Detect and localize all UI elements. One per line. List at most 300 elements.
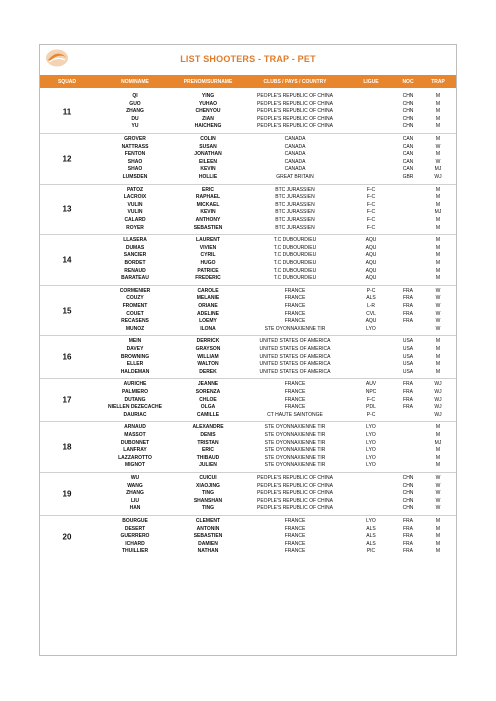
cell-noc: CHN — [402, 123, 414, 130]
cell-trap: M — [435, 108, 441, 115]
cell-prenom: THIBAUD — [196, 454, 220, 461]
cell-ligue: AQU — [365, 237, 377, 244]
cell-nom: AURICHE — [123, 381, 147, 388]
cell-ligue: LYO — [366, 447, 376, 454]
cell-club: BTC JURASSIEN — [275, 186, 315, 193]
cell-nom: THUILLIER — [121, 548, 149, 555]
cell-prenom: JULIEN — [199, 462, 217, 469]
cell-noc: USA — [402, 345, 414, 352]
cell-nom: RECASENS — [121, 318, 149, 325]
cell-club: PEOPLE'S REPUBLIC OF CHINA — [257, 108, 333, 115]
cell-noc: FRA — [403, 381, 413, 388]
cell-trap: MJ — [434, 209, 442, 216]
cell-club: FRANCE — [284, 548, 306, 555]
squad-group — [40, 515, 456, 558]
cell-trap: W — [435, 302, 441, 309]
cell-noc: FRA — [403, 525, 413, 532]
cell-trap: M — [435, 353, 441, 360]
cell-trap: W — [435, 474, 441, 481]
cell-club: STE OYONNAXIENNE TIR — [264, 439, 326, 446]
cell-ligue: ALS — [366, 525, 376, 532]
cell-nom: SHAO — [127, 166, 143, 173]
cell-nom: CALARD — [124, 216, 146, 223]
cell-prenom: CHLOE — [199, 396, 217, 403]
cell-prenom: SEBASTIEN — [193, 224, 223, 231]
cell-trap: M — [435, 252, 441, 259]
cell-prenom: LAURENT — [196, 237, 220, 244]
cell-nom: ZHANG — [126, 490, 144, 497]
table-row — [40, 108, 456, 116]
table-row — [40, 483, 456, 491]
cell-club: T.C DUBOURDIEU — [273, 237, 317, 244]
cell-prenom: LOEMY — [199, 318, 217, 325]
cell-trap: M — [435, 345, 441, 352]
cell-nom: DUBONNET — [120, 439, 150, 446]
cell-club: STE OYONNAXIENNE TIR — [264, 447, 326, 454]
cell-nom: MEIN — [128, 338, 142, 345]
cell-club: PEOPLE'S REPUBLIC OF CHINA — [257, 482, 333, 489]
cell-ligue: F-C — [366, 396, 376, 403]
cell-ligue: F-C — [366, 224, 376, 231]
cell-trap: M — [435, 194, 441, 201]
cell-ligue: ALS — [366, 533, 376, 540]
cell-prenom: GRAYSON — [195, 345, 221, 352]
cell-prenom: ADELINE — [197, 310, 219, 317]
table-row — [40, 498, 456, 506]
cell-club: UNITED STATES OF AMERICA — [259, 361, 331, 368]
cell-trap: WJ — [434, 396, 442, 403]
cell-trap: M — [435, 275, 441, 282]
table-row — [40, 505, 456, 513]
cell-noc: FRA — [403, 548, 413, 555]
cell-nom: DAURIAC — [123, 411, 147, 418]
cell-prenom: XIAOJING — [196, 482, 220, 489]
cell-prenom: ORIANE — [198, 302, 218, 309]
table-row — [40, 268, 456, 276]
table-row — [40, 447, 456, 455]
cell-trap: M — [435, 136, 441, 142]
cell-club: UNITED STATES OF AMERICA — [259, 353, 331, 360]
cell-nom: WANG — [127, 482, 143, 489]
cell-nom: WU — [130, 474, 140, 481]
cell-prenom: DERRICK — [196, 338, 220, 345]
table-row — [40, 252, 456, 260]
cell-prenom: CAMILLE — [196, 411, 220, 418]
column-header-trap: TRAP — [431, 79, 445, 85]
cell-nom: COUZY — [126, 295, 144, 302]
cell-ligue: AQU — [365, 252, 377, 259]
cell-noc: FRA — [403, 310, 413, 317]
cell-trap: M — [435, 454, 441, 461]
cell-nom: YU — [131, 123, 139, 130]
table-row — [40, 412, 456, 420]
cell-nom: FROMENT — [122, 302, 148, 309]
cell-nom: SANCIER — [123, 252, 147, 259]
cell-noc: FRA — [403, 388, 413, 395]
cell-club: FRANCE — [284, 381, 306, 388]
cell-ligue: LYO — [366, 439, 376, 446]
cell-club: FRANCE — [284, 388, 306, 395]
cell-ligue: F-C — [366, 216, 376, 223]
cell-club: PEOPLE'S REPUBLIC OF CHINA — [257, 93, 333, 99]
cell-club: FRANCE — [284, 540, 306, 547]
cell-ligue: F-C — [366, 201, 376, 208]
cell-club: CT HAUTE SAINTONGE — [267, 411, 323, 418]
cell-club: T.C DUBOURDIEU — [273, 252, 317, 259]
cell-ligue: LYO — [366, 462, 376, 469]
cell-trap: M — [435, 224, 441, 231]
cell-trap: M — [435, 267, 441, 274]
table-row — [40, 326, 456, 334]
column-header-noc: NOC — [402, 79, 414, 85]
cell-club: CANADA — [284, 158, 306, 165]
cell-club: BTC JURASSIEN — [275, 201, 315, 208]
cell-nom: LUMSDEN — [122, 173, 148, 180]
cell-nom: FENTON — [124, 151, 146, 158]
table-row — [40, 475, 456, 483]
cell-nom: ARNAUD — [124, 424, 146, 431]
cell-club: FRANCE — [284, 295, 306, 302]
cell-prenom: HOLLIE — [198, 173, 218, 180]
cell-prenom: CLEMENT — [195, 517, 221, 524]
table-row — [40, 404, 456, 412]
squad-group — [40, 421, 456, 472]
table-row — [40, 295, 456, 303]
cell-trap: M — [435, 201, 441, 208]
squad-number: 15 — [62, 306, 72, 316]
squad-group — [40, 378, 456, 421]
cell-noc: FRA — [403, 540, 413, 547]
cell-prenom: YUHAO — [198, 100, 218, 107]
cell-prenom: HAICHENG — [194, 123, 222, 130]
cell-trap: M — [435, 93, 441, 99]
cell-noc: USA — [402, 353, 414, 360]
cell-ligue: AQU — [365, 275, 377, 282]
cell-prenom: ZIAN — [202, 115, 214, 122]
cell-noc: CHN — [402, 100, 414, 107]
cell-trap: M — [435, 548, 441, 555]
cell-trap: W — [435, 325, 441, 332]
cell-prenom: CHENYOU — [195, 108, 221, 115]
cell-club: UNITED STATES OF AMERICA — [259, 368, 331, 375]
cell-noc: CHN — [402, 490, 414, 497]
cell-nom: CORMENIER — [119, 287, 151, 294]
cell-prenom: TING — [202, 490, 214, 497]
cell-noc: CAN — [402, 151, 414, 158]
table-row — [40, 397, 456, 405]
cell-club: PEOPLE'S REPUBLIC OF CHINA — [257, 505, 333, 512]
cell-nom: RENAUD — [124, 267, 146, 274]
table-header — [40, 75, 456, 88]
cell-nom: SHAO — [127, 158, 143, 165]
squad-group — [40, 335, 456, 378]
cell-ligue: L-R — [366, 302, 376, 309]
cell-prenom: EILEEN — [198, 158, 218, 165]
cell-prenom: KEVIN — [200, 166, 216, 173]
cell-trap: M — [435, 244, 441, 251]
table-row — [40, 389, 456, 397]
cell-noc: CHN — [402, 115, 414, 122]
cell-ligue: AQU — [365, 318, 377, 325]
squad-group — [40, 133, 456, 184]
table-row — [40, 533, 456, 541]
cell-ligue: LYO — [366, 424, 376, 431]
cell-trap: WJ — [434, 173, 442, 180]
cell-prenom: ANTONIN — [196, 525, 220, 532]
table-row — [40, 541, 456, 549]
cell-trap: W — [435, 505, 441, 512]
table-row — [40, 123, 456, 131]
table-row — [40, 237, 456, 245]
cell-ligue: AQU — [365, 259, 377, 266]
cell-prenom: DENIS — [200, 431, 216, 438]
cell-club: PEOPLE'S REPUBLIC OF CHINA — [257, 474, 333, 481]
cell-nom: GUO — [129, 100, 141, 107]
cell-nom: LLASERA — [123, 237, 147, 244]
cell-noc: FRA — [403, 517, 413, 524]
cell-trap: MJ — [434, 439, 442, 446]
cell-trap: W — [435, 295, 441, 302]
cell-trap: W — [435, 497, 441, 504]
table-row — [40, 187, 456, 195]
cell-noc: USA — [402, 361, 414, 368]
cell-club: CANADA — [284, 136, 306, 142]
cell-club: BTC JURASSIEN — [275, 194, 315, 201]
cell-nom: ZHANG — [126, 108, 144, 115]
cell-club: CANADA — [284, 143, 306, 150]
cell-trap: W — [435, 318, 441, 325]
cell-nom: ELLER — [126, 361, 144, 368]
cell-prenom: ERIC — [202, 186, 214, 193]
table-row — [40, 174, 456, 182]
table-row — [40, 346, 456, 354]
cell-nom: BORDET — [124, 259, 146, 266]
table-row — [40, 144, 456, 152]
cell-nom: PATOZ — [126, 186, 144, 193]
cell-trap: M — [435, 151, 441, 158]
cell-noc: CHN — [402, 482, 414, 489]
cell-club: PEOPLE'S REPUBLIC OF CHINA — [257, 123, 333, 130]
cell-prenom: KEVIN — [200, 209, 216, 216]
table-row — [40, 518, 456, 526]
squad-group — [40, 184, 456, 235]
cell-noc: FRA — [403, 287, 413, 294]
cell-trap: M — [435, 123, 441, 130]
squad-group — [40, 234, 456, 285]
cell-prenom: MELANIE — [196, 295, 220, 302]
cell-ligue: LYO — [366, 517, 376, 524]
table-row — [40, 245, 456, 253]
squad-number: 19 — [62, 489, 72, 499]
table-row — [40, 260, 456, 268]
cell-prenom: TRISTAN — [197, 439, 219, 446]
cell-noc: CAN — [402, 166, 414, 173]
cell-prenom: TING — [202, 505, 214, 512]
cell-prenom: DAMIEN — [198, 540, 218, 547]
squad-number: 17 — [62, 395, 72, 405]
table-row — [40, 93, 456, 101]
cell-prenom: WALTON — [197, 361, 219, 368]
cell-noc: FRA — [403, 295, 413, 302]
cell-club: PEOPLE'S REPUBLIC OF CHINA — [257, 490, 333, 497]
cell-nom: BARATEAU — [121, 275, 149, 282]
cell-club: CANADA — [284, 151, 306, 158]
table-row — [40, 361, 456, 369]
cell-noc: CHN — [402, 93, 414, 99]
cell-noc: CHN — [402, 474, 414, 481]
cell-trap: MJ — [434, 166, 442, 173]
cell-club: BTC JURASSIEN — [275, 209, 315, 216]
cell-club: UNITED STATES OF AMERICA — [259, 338, 331, 345]
cell-prenom: ILONA — [200, 325, 216, 332]
cell-trap: M — [435, 368, 441, 375]
cell-prenom: ANTHONY — [195, 216, 221, 223]
cell-ligue: PIC — [366, 548, 376, 555]
table-row — [40, 381, 456, 389]
cell-prenom: WILLIAM — [197, 353, 219, 360]
cell-noc: GBR — [402, 173, 414, 180]
cell-nom: DESERT — [124, 525, 146, 532]
cell-noc: USA — [402, 368, 414, 375]
cell-noc: FRA — [403, 533, 413, 540]
cell-club: T.C DUBOURDIEU — [273, 275, 317, 282]
cell-club: T.C DUBOURDIEU — [273, 267, 317, 274]
cell-club: BTC JURASSIEN — [275, 216, 315, 223]
cell-trap: W — [435, 310, 441, 317]
cell-prenom: HUGO — [200, 259, 216, 266]
cell-nom: VULIN — [127, 209, 143, 216]
cell-club: PEOPLE'S REPUBLIC OF CHINA — [257, 115, 333, 122]
cell-prenom: CYRIL — [200, 252, 216, 259]
cell-nom: LANFRAY — [123, 447, 147, 454]
cell-nom: VULIN — [127, 201, 143, 208]
cell-prenom: VIVIEN — [199, 244, 217, 251]
cell-noc: FRA — [403, 404, 413, 411]
table-row — [40, 151, 456, 159]
cell-trap: M — [435, 338, 441, 345]
cell-trap: M — [435, 216, 441, 223]
cell-trap: M — [435, 540, 441, 547]
cell-club: FRANCE — [284, 302, 306, 309]
cell-club: FRANCE — [284, 287, 306, 294]
cell-club: T.C DUBOURDIEU — [273, 244, 317, 251]
column-header-club: CLUBS / PAYS / COUNTRY — [263, 79, 327, 85]
cell-ligue: ALS — [366, 295, 376, 302]
column-header-nom: NOM/NAME — [121, 79, 149, 85]
cell-prenom: JONATHAN — [194, 151, 222, 158]
cell-trap: M — [435, 525, 441, 532]
cell-trap: M — [435, 100, 441, 107]
table-row — [40, 288, 456, 296]
cell-prenom: FREDERIC — [195, 275, 221, 282]
cell-trap: W — [435, 287, 441, 294]
cell-nom: DUTANG — [124, 396, 146, 403]
cell-prenom: SEBASTIEN — [193, 533, 223, 540]
cell-nom: BOURGUE — [122, 517, 148, 524]
cell-ligue: NPC — [365, 388, 377, 395]
cell-trap: M — [435, 424, 441, 431]
table-row — [40, 548, 456, 556]
cell-nom: DU — [131, 115, 139, 122]
cell-club: FRANCE — [284, 517, 306, 524]
cell-nom: DUMAS — [125, 244, 145, 251]
cell-trap: M — [435, 462, 441, 469]
cell-club: T.C DUBOURDIEU — [273, 259, 317, 266]
squad-group — [40, 472, 456, 515]
cell-ligue: P-C — [366, 411, 376, 418]
cell-prenom: CUICUI — [199, 474, 217, 481]
cell-club: FRANCE — [284, 404, 306, 411]
cell-club: CANADA — [284, 166, 306, 173]
cell-trap: M — [435, 259, 441, 266]
squad-number: 13 — [62, 204, 72, 214]
page-title: LIST SHOOTERS - TRAP - PET — [180, 54, 316, 64]
cell-nom: NIELLEN DEZECACHE — [108, 404, 162, 411]
cell-club: PEOPLE'S REPUBLIC OF CHINA — [257, 497, 333, 504]
cell-noc: FRA — [403, 302, 413, 309]
cell-trap: WJ — [434, 388, 442, 395]
cell-noc: CHN — [402, 505, 414, 512]
cell-club: FRANCE — [284, 533, 306, 540]
cell-prenom: SORENZA — [195, 388, 221, 395]
cell-prenom: NATHAN — [197, 548, 219, 555]
cell-club: STE OYONNAXIENNE TIR — [264, 462, 326, 469]
cell-nom: PALMIERO — [121, 388, 149, 395]
cell-prenom: COLIN — [200, 136, 216, 142]
cell-trap: WJ — [434, 411, 442, 418]
cell-club: STE OYONNAXIENNE TIR — [264, 325, 326, 332]
cell-trap: W — [435, 490, 441, 497]
cell-trap: M — [435, 431, 441, 438]
squad-group — [40, 91, 456, 133]
table-row — [40, 166, 456, 174]
table-row — [40, 490, 456, 498]
squad-number: 16 — [62, 352, 72, 362]
squad-number: 11 — [62, 107, 72, 117]
cell-noc: USA — [402, 338, 414, 345]
cell-trap: M — [435, 237, 441, 244]
cell-nom: BROWNING — [120, 353, 150, 360]
table-row — [40, 194, 456, 202]
cell-club: GREAT BRITAIN — [276, 173, 314, 180]
column-header-ligue: LIGUE — [363, 79, 379, 85]
table-row — [40, 101, 456, 109]
cell-ligue: F-C — [366, 209, 376, 216]
cell-prenom: PATRICE — [197, 267, 219, 274]
table-row — [40, 311, 456, 319]
cell-noc: CAN — [402, 158, 414, 165]
cell-trap: M — [435, 115, 441, 122]
cell-prenom: OLGA — [200, 404, 216, 411]
cell-trap: WJ — [434, 404, 442, 411]
cell-ligue: PDL — [366, 404, 376, 411]
cell-nom: MASSOT — [124, 431, 146, 438]
cell-trap: WJ — [434, 381, 442, 388]
cell-prenom: MICKAEL — [196, 201, 220, 208]
cell-ligue: LYO — [366, 325, 376, 332]
cell-noc: FRA — [403, 396, 413, 403]
cell-noc: CHN — [402, 497, 414, 504]
cell-club: BTC JURASSIEN — [275, 224, 315, 231]
table-row — [40, 462, 456, 470]
cell-trap: M — [435, 533, 441, 540]
cell-club: FRANCE — [284, 525, 306, 532]
cell-ligue: AUV — [365, 381, 377, 388]
cell-noc: CHN — [402, 108, 414, 115]
table-row — [40, 275, 456, 283]
cell-club: STE OYONNAXIENNE TIR — [264, 454, 326, 461]
cell-club: FRANCE — [284, 318, 306, 325]
